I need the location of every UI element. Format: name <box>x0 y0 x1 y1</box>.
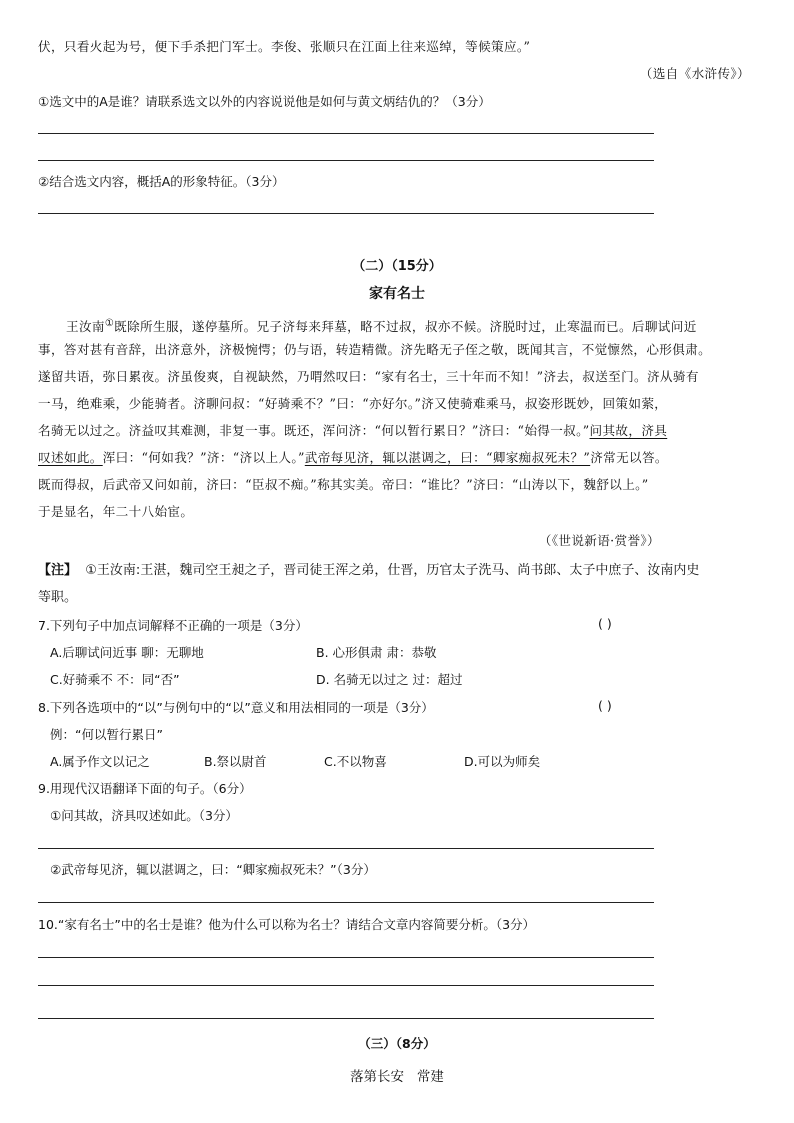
section-2-heading: （二）（15分） <box>352 259 442 274</box>
option-a: A.属予作文以记之 <box>50 754 150 769</box>
question-9-sentence-1: ①问其故，济具叹述如此。（3分） <box>50 808 238 823</box>
note-text: ①王汝南:王湛，魏司空王昶之子，晋司徒王浑之弟，仕晋，历官太子洗马、尚书郎、太子中庶子、汝南内史 <box>85 563 700 578</box>
option-a: A.后聊试问近事 聊：无聊地 <box>50 645 204 660</box>
footnote-marker: ① <box>104 318 115 329</box>
answer-line[interactable] <box>38 902 654 903</box>
source-citation: （《世说新语·赏誉》） <box>538 533 660 548</box>
note-line-2: 等职。 <box>38 590 78 605</box>
passage-line-5 <box>38 421 756 441</box>
option-d: D. 名骑无以过之 过：超过 <box>316 672 463 687</box>
passage-text: 济常无以答。 <box>590 450 668 465</box>
passage-text: 王汝南 <box>66 319 105 335</box>
question-1: ①选文中的A是谁？请联系选文以外的内容说说他是如何与黄文炳结仇的？（3分） <box>38 94 491 109</box>
underlined-sentence: 问其故，济具 <box>589 423 668 438</box>
question-9-sentence-2: ②武帝每见济，辄以湛调之，曰：“卿家痴叔死未？”（3分） <box>50 862 376 877</box>
underlined-sentence: 叹述如此。 <box>38 450 103 465</box>
question-2: ②结合选文内容，概括A的形象特征。（3分） <box>38 174 285 189</box>
section-3-title: 落第长安 常建 <box>350 1069 444 1085</box>
passage-line-4: 一马，绝难乘，少能骑者。济聊问叔：“好骑乘不？”曰：“亦好尔。”济又使骑难乘马，叔姿形既妙，回策如萦， <box>38 396 668 411</box>
note-line-1 <box>38 561 756 581</box>
option-b: B.祭以尉首 <box>204 754 267 769</box>
source-citation: （选自《水浒传》） <box>639 66 750 81</box>
question-10: 10.“家有名士”中的名士是谁？他为什么可以称为名士？请结合文章内容简要分析。（3分） <box>38 917 536 932</box>
answer-line[interactable] <box>38 985 654 986</box>
answer-line[interactable] <box>38 160 654 161</box>
passage-line-3: 遂留共语，弥日累夜。济虽俊爽，自视缺然，乃喟然叹曰：“家有名士，三十年而不知！”济去，叔送至门。济从骑有 <box>38 369 699 384</box>
example-sentence: 例：“何以暂行累日” <box>50 727 163 742</box>
option-d: D.可以为师矣 <box>464 754 541 769</box>
question-9: 9.用现代汉语翻译下面的句子。（6分） <box>38 781 252 796</box>
passage-text: 名骑无以过之。济益叹其难测，非复一事。既还，浑问济：“何以暂行累日？”济曰：“始得一叔。” <box>38 423 590 438</box>
option-b: B. 心形俱肃 肃：恭敬 <box>316 645 437 660</box>
answer-line[interactable] <box>38 957 654 958</box>
question-7: 7.下列句子中加点词解释不正确的一项是（3分） <box>38 618 308 633</box>
passage-line-7: 既而得叔，后武帝又问如前，济曰：“臣叔不痴。”称其实美。帝曰：“谁比？”济曰：“山涛以下，魏舒以上。” <box>38 477 649 492</box>
answer-line[interactable] <box>38 1018 654 1019</box>
question-8: 8.下列各选项中的“以”与例句中的“以”意义和用法相同的一项是（3分） <box>38 700 434 715</box>
answer-line[interactable] <box>38 213 654 214</box>
answer-line[interactable] <box>38 133 654 134</box>
section-3-heading: （三）（8分） <box>358 1036 436 1051</box>
passage-line-6 <box>38 448 756 468</box>
answer-blank[interactable]: ( ) <box>598 698 612 713</box>
section-2-title: 家有名士 <box>369 286 425 302</box>
option-c: C.不以物喜 <box>324 754 387 769</box>
answer-line[interactable] <box>38 848 654 849</box>
passage-text: 既除所生服，遂停墓所。兄子济每来拜墓，略不过叔，叔亦不候。济脱时过，止寒温而已。后聊试问近 <box>114 319 697 335</box>
passage-last-line: 伏，只看火起为号，便下手杀把门军士。李俊、张顺只在江面上往来巡绰，等候策应。” <box>38 39 531 54</box>
passage-line-1 <box>38 314 756 337</box>
underlined-sentence: 武帝每见济，辄以湛调之，曰：“卿家痴叔死未？” <box>304 450 591 465</box>
note-label: 【注】 <box>38 563 78 578</box>
passage-line-8: 于是显名，年二十八始宦。 <box>38 504 194 519</box>
option-c: C.好骑乘不 不：同“否” <box>50 672 180 687</box>
answer-blank[interactable]: ( ) <box>598 616 612 631</box>
passage-text: 浑曰：“何如我？”济：“济以上人。” <box>102 450 305 465</box>
passage-line-2: 事，答对甚有音辞，出济意外，济极惋愕；仍与语，转造精微。济先略无子侄之敬，既闻其言，不觉懔然，心形俱肃。 <box>38 342 712 357</box>
